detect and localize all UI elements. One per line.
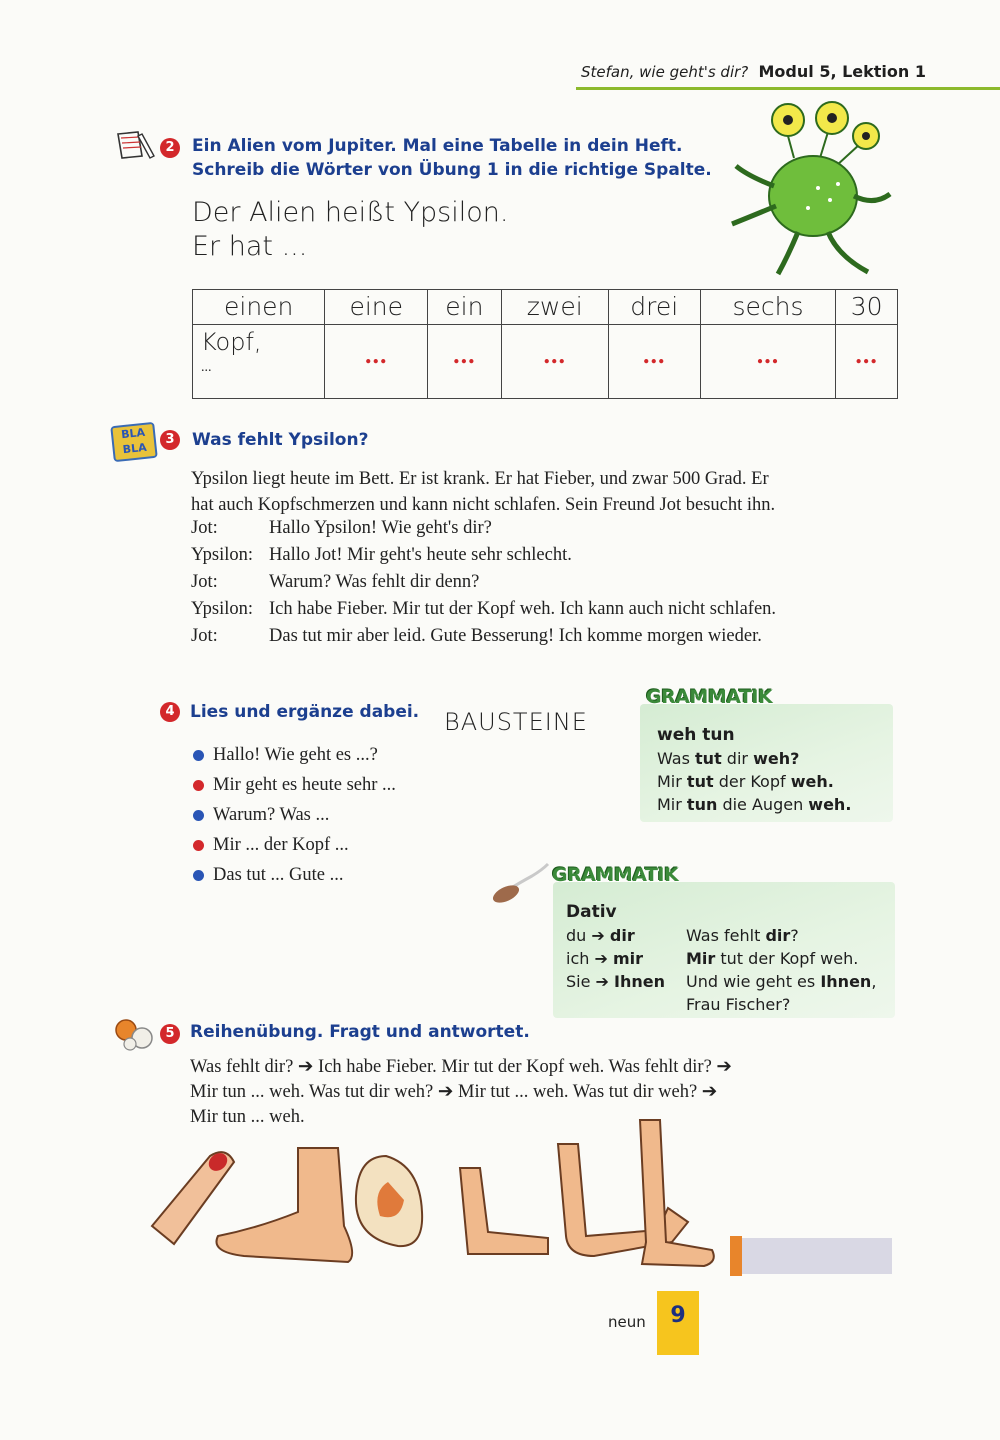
red-dot-icon <box>193 780 204 791</box>
ex5-line3: Mir tun ... weh. <box>190 1107 305 1127</box>
grammar-title: GRAMMATIK <box>646 686 773 708</box>
exercise-5-number: 5 <box>160 1024 180 1044</box>
ex5-line1: Was fehlt dir? ➔ Ich habe Fieber. Mir tut der Kopf weh. Was fehlt dir? ➔ <box>190 1057 732 1077</box>
grammar-title: GRAMMATIK <box>552 864 679 886</box>
page-number: 9 <box>670 1303 686 1328</box>
ex5-line2: Mir tun ... weh. Was tut dir weh? ➔ Mir tut ... weh. Was tut dir weh? ➔ <box>190 1082 718 1102</box>
dativ-last-line: Frau Fischer? <box>686 995 791 1014</box>
word-table <box>192 289 898 399</box>
exercise-3-intro <box>191 466 775 518</box>
column-header: eine <box>325 290 428 325</box>
table-header-row <box>193 290 898 325</box>
exercise-2-title-line1: Ein Alien vom Jupiter. Mal eine Tabelle in dein Heft. <box>192 136 683 156</box>
speaker: Ypsilon: <box>191 545 254 565</box>
utterance: Hallo Ypsilon! Wie geht's dir? <box>269 518 492 538</box>
exercise-3-title: Was fehlt Ypsilon? <box>192 430 369 450</box>
utterance: Das tut mir aber leid. Gute Besserung! Ich komme morgen wieder. <box>269 626 762 646</box>
header-rule <box>576 87 1000 90</box>
column-header: zwei <box>501 290 608 325</box>
grammar-heading: weh tun <box>657 725 735 745</box>
table-cell: ... <box>836 325 898 399</box>
list-item: Mir ... der Kopf ... <box>193 830 396 860</box>
utterance: Hallo Jot! Mir geht's heute sehr schlecht. <box>269 545 572 565</box>
bausteine-label: BAUSTEINE <box>444 708 588 736</box>
dialog-line <box>191 542 776 569</box>
table-cell: ... <box>608 325 700 399</box>
speaker: Jot: <box>191 572 218 592</box>
speaker: Jot: <box>191 518 218 538</box>
table-cell: ... <box>501 325 608 399</box>
handwriting-block <box>192 196 508 264</box>
speaker: Jot: <box>191 626 218 646</box>
finger-illustration <box>152 1149 234 1244</box>
header-subtitle: Stefan, wie geht's dir? <box>581 63 749 81</box>
example-word: Kopf, <box>201 328 262 356</box>
speaker: Ypsilon: <box>191 599 254 619</box>
alien-illustration <box>718 96 896 284</box>
exercise-4-title: Lies und ergänze dabei. <box>190 702 420 722</box>
header-module: Modul 5, Lektion 1 <box>758 62 926 81</box>
dativ-row: ich ➔ mir Mir tut der Kopf weh. <box>566 949 859 968</box>
bla-bla-icon: BLA BLA <box>110 422 158 462</box>
column-header: einen <box>193 290 325 325</box>
column-header: 30 <box>836 290 898 325</box>
grammar-line: Mir tut der Kopf weh. <box>657 772 834 791</box>
dativ-content <box>566 900 894 1016</box>
speaking-heads-icon <box>112 1016 156 1052</box>
arm-illustration <box>558 1144 688 1256</box>
list-item: Hallo! Wie geht es ...? <box>193 740 396 770</box>
body-parts-illustration <box>148 1116 898 1286</box>
dativ-row: du ➔ dir Was fehlt dir? <box>566 926 799 945</box>
grammar-line: Mir tun die Augen weh. <box>657 795 852 814</box>
table-cell: ... <box>325 325 428 399</box>
dativ-row: Sie ➔ Ihnen Und wie geht es Ihnen, <box>566 972 877 991</box>
exercise-3-number: 3 <box>160 430 180 450</box>
column-header: sechs <box>700 290 835 325</box>
exercise-2-title-line2: Schreib die Wörter von Übung 1 in die richtige Spalte. <box>192 160 712 180</box>
dialog-line <box>191 515 776 542</box>
utterance: Ich habe Fieber. Mir tut der Kopf weh. Ich kann auch nicht schlafen. <box>269 599 777 619</box>
blue-dot-icon <box>193 870 204 881</box>
exercise-2-title <box>192 134 712 182</box>
table-cell-example <box>193 325 325 399</box>
list-item: Warum? Was ... <box>193 800 396 830</box>
exercise-4-number: 4 <box>160 702 180 722</box>
intro-line2: hat auch Kopfschmerzen und kann nicht schlafen. Sein Freund Jot besucht ihn. <box>191 495 776 515</box>
grammar-heading: Dativ <box>566 902 617 922</box>
brush-icon <box>492 858 552 908</box>
bausteine-list <box>193 740 396 890</box>
leg-illustration <box>460 1168 548 1254</box>
dialog-line <box>191 623 776 650</box>
foot-illustration <box>216 1148 352 1262</box>
utterance: Warum? Was fehlt dir denn? <box>269 572 480 592</box>
column-header: ein <box>428 290 502 325</box>
table-cell: ... <box>428 325 502 399</box>
writing-pencil-icon <box>112 128 156 164</box>
list-item: Das tut ... Gute ... <box>193 860 396 890</box>
red-dot-icon <box>193 840 204 851</box>
example-ellipsis: ... <box>201 360 212 375</box>
paper-strip <box>730 1236 892 1276</box>
grammar-content <box>657 724 851 816</box>
table-cell: ... <box>700 325 835 399</box>
table-row <box>193 325 898 399</box>
handwriting-line2: Er hat ... <box>192 231 308 262</box>
grammar-line: Was tut dir weh? <box>657 749 800 768</box>
ear-illustration <box>356 1156 422 1246</box>
exercise-5-title: Reihenübung. Fragt und antwortet. <box>190 1022 530 1042</box>
blue-dot-icon <box>193 750 204 761</box>
dialog <box>191 515 776 650</box>
column-header: drei <box>608 290 700 325</box>
blue-dot-icon <box>193 810 204 821</box>
handwriting-line1: Der Alien heißt Ypsilon. <box>192 197 509 228</box>
intro-line1: Ypsilon liegt heute im Bett. Er ist krank. Er hat Fieber, und zwar 500 Grad. Er <box>191 469 769 489</box>
page-word: neun <box>608 1313 646 1331</box>
leg-straight-illustration <box>640 1120 714 1266</box>
exercise-2-number: 2 <box>160 138 180 158</box>
page-header <box>581 62 926 82</box>
dialog-line <box>191 569 776 596</box>
list-item: Mir geht es heute sehr ... <box>193 770 396 800</box>
dialog-line <box>191 596 776 623</box>
